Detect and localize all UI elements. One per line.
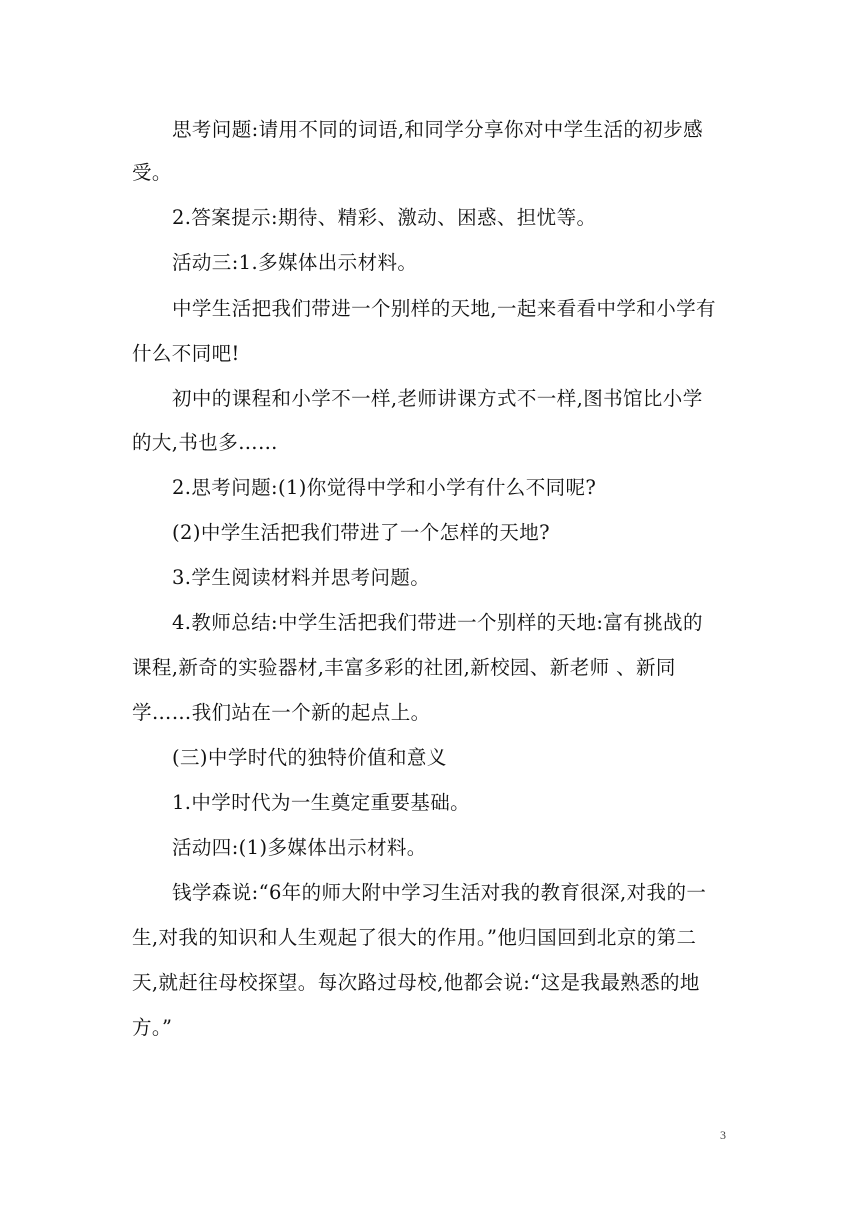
paragraph-line: 天,就赶往母校探望。每次路过母校,他都会说:“这是我最熟悉的地 bbox=[132, 971, 700, 994]
paragraph-line: 课程,新奇的实验器材,丰富多彩的社团,新校园、新老师 、新同 bbox=[132, 656, 676, 679]
paragraph-line: 思考问题:请用不同的词语,和同学分享你对中学生活的初步感 bbox=[172, 118, 703, 141]
paragraph-line: 方。” bbox=[132, 1016, 173, 1039]
paragraph-line: 3.学生阅读材料并思考问题。 bbox=[172, 566, 431, 589]
paragraph-line: 钱学森说:“6年的师大附中学习生活对我的教育很深,对我的一 bbox=[172, 881, 707, 904]
paragraph-line: (2)中学生活把我们带进了一个怎样的天地? bbox=[172, 521, 550, 544]
section-heading: (三)中学时代的独特价值和意义 bbox=[172, 746, 447, 769]
paragraph-line: 2.答案提示:期待、精彩、激动、困惑、担忧等。 bbox=[172, 206, 597, 229]
paragraph-line: 什么不同吧! bbox=[132, 342, 240, 365]
paragraph-line: 1.中学时代为一生奠定重要基础。 bbox=[172, 791, 471, 814]
paragraph-line: 2.思考问题:(1)你觉得中学和小学有什么不同呢? bbox=[172, 476, 597, 499]
paragraph-line: 受。 bbox=[132, 161, 172, 184]
paragraph-line: 4.教师总结:中学生活把我们带进一个别样的天地:富有挑战的 bbox=[172, 611, 703, 634]
paragraph-line: 的大,书也多…… bbox=[132, 431, 278, 454]
paragraph-line: 活动四:(1)多媒体出示材料。 bbox=[172, 836, 427, 859]
page-number: 3 bbox=[720, 1128, 726, 1142]
paragraph-line: 生,对我的知识和人生观起了很大的作用。”他归国回到北京的第二 bbox=[132, 926, 697, 949]
paragraph-line: 活动三:1.多媒体出示材料。 bbox=[172, 251, 418, 274]
paragraph-line: 初中的课程和小学不一样,老师讲课方式不一样,图书馆比小学 bbox=[172, 387, 703, 410]
paragraph-line: 中学生活把我们带进一个别样的天地,一起来看看中学和小学有 bbox=[172, 297, 716, 320]
paragraph-line: 学……我们站在一个新的起点上。 bbox=[132, 701, 431, 724]
